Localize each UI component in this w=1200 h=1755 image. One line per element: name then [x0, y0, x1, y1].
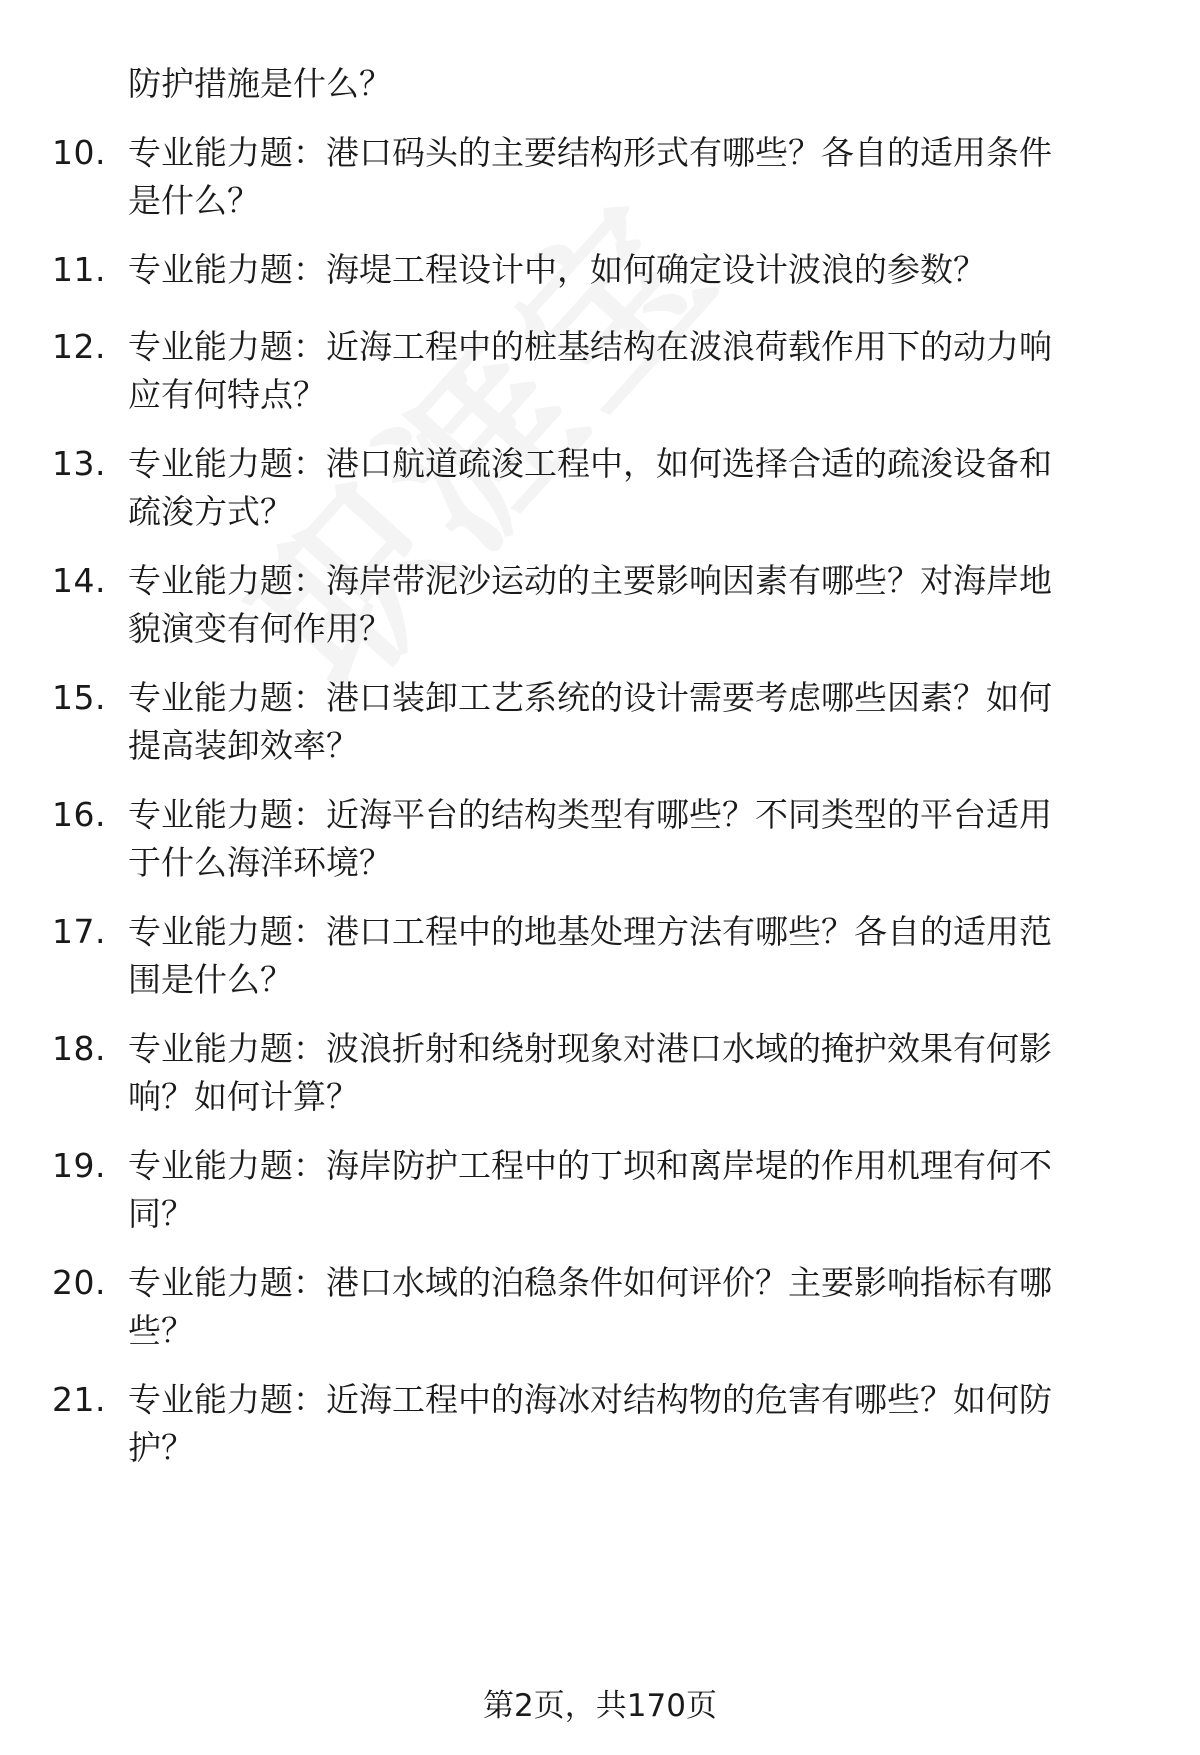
- question-line: 貌演变有何作用？: [128, 609, 392, 648]
- question-text: [128, 1142, 1138, 1238]
- question-number: 13.: [52, 444, 106, 483]
- page-footer: 第2页，共170页: [483, 1688, 717, 1724]
- question-line: 提高装卸效率？: [128, 726, 359, 765]
- question-line: 围是什么？: [128, 960, 293, 999]
- question-text: [128, 1025, 1138, 1121]
- continuation-text: 防护措施是什么？: [128, 64, 392, 103]
- question-line: 疏浚方式？: [128, 492, 293, 531]
- question-text: [128, 246, 1138, 294]
- question-number: 10.: [52, 133, 106, 172]
- question-line: 专业能力题：海堤工程设计中，如何确定设计波浪的参数？: [128, 250, 986, 289]
- question-text: [128, 908, 1138, 1004]
- question-line: 应有何特点？: [128, 375, 326, 414]
- question-line: 专业能力题：海岸防护工程中的丁坝和离岸堤的作用机理有何不: [128, 1146, 1052, 1185]
- question-text: [128, 323, 1138, 419]
- question-number: 11.: [52, 250, 106, 289]
- question-number: 14.: [52, 561, 106, 600]
- question-text: [128, 440, 1138, 536]
- question-number: 19.: [52, 1146, 106, 1185]
- question-number: 21.: [52, 1380, 106, 1419]
- question-line: 些？: [128, 1311, 194, 1350]
- question-line: 专业能力题：近海平台的结构类型有哪些？不同类型的平台适用: [128, 795, 1052, 834]
- question-line: 专业能力题：港口水域的泊稳条件如何评价？主要影响指标有哪: [128, 1263, 1052, 1302]
- question-line: 于什么海洋环境？: [128, 843, 392, 882]
- question-number: 20.: [52, 1263, 106, 1302]
- question-line: 专业能力题：港口装卸工艺系统的设计需要考虑哪些因素？如何: [128, 678, 1052, 717]
- question-line: 专业能力题：波浪折射和绕射现象对港口水域的掩护效果有何影: [128, 1029, 1052, 1068]
- question-text: [128, 674, 1138, 770]
- question-line: 专业能力题：港口工程中的地基处理方法有哪些？各自的适用范: [128, 912, 1052, 951]
- question-number: 16.: [52, 795, 106, 834]
- question-line: 专业能力题：港口码头的主要结构形式有哪些？各自的适用条件: [128, 133, 1052, 172]
- question-number: 15.: [52, 678, 106, 717]
- question-text: [128, 129, 1138, 225]
- question-line: 响？如何计算？: [128, 1077, 359, 1116]
- question-number: 17.: [52, 912, 106, 951]
- question-line: 专业能力题：近海工程中的桩基结构在波浪荷载作用下的动力响: [128, 327, 1052, 366]
- question-text: [128, 1259, 1138, 1355]
- question-line: 专业能力题：海岸带泥沙运动的主要影响因素有哪些？对海岸地: [128, 561, 1052, 600]
- question-text: [128, 791, 1138, 887]
- question-number: 12.: [52, 327, 106, 366]
- question-line: 是什么？: [128, 181, 260, 220]
- question-text: [128, 557, 1138, 653]
- question-line: 专业能力题：近海工程中的海冰对结构物的危害有哪些？如何防: [128, 1380, 1052, 1419]
- question-text: [128, 1376, 1138, 1472]
- question-line: 同？: [128, 1194, 194, 1233]
- question-line: 护？: [128, 1428, 194, 1467]
- question-number: 18.: [52, 1029, 106, 1068]
- question-line: 专业能力题：港口航道疏浚工程中，如何选择合适的疏浚设备和: [128, 444, 1052, 483]
